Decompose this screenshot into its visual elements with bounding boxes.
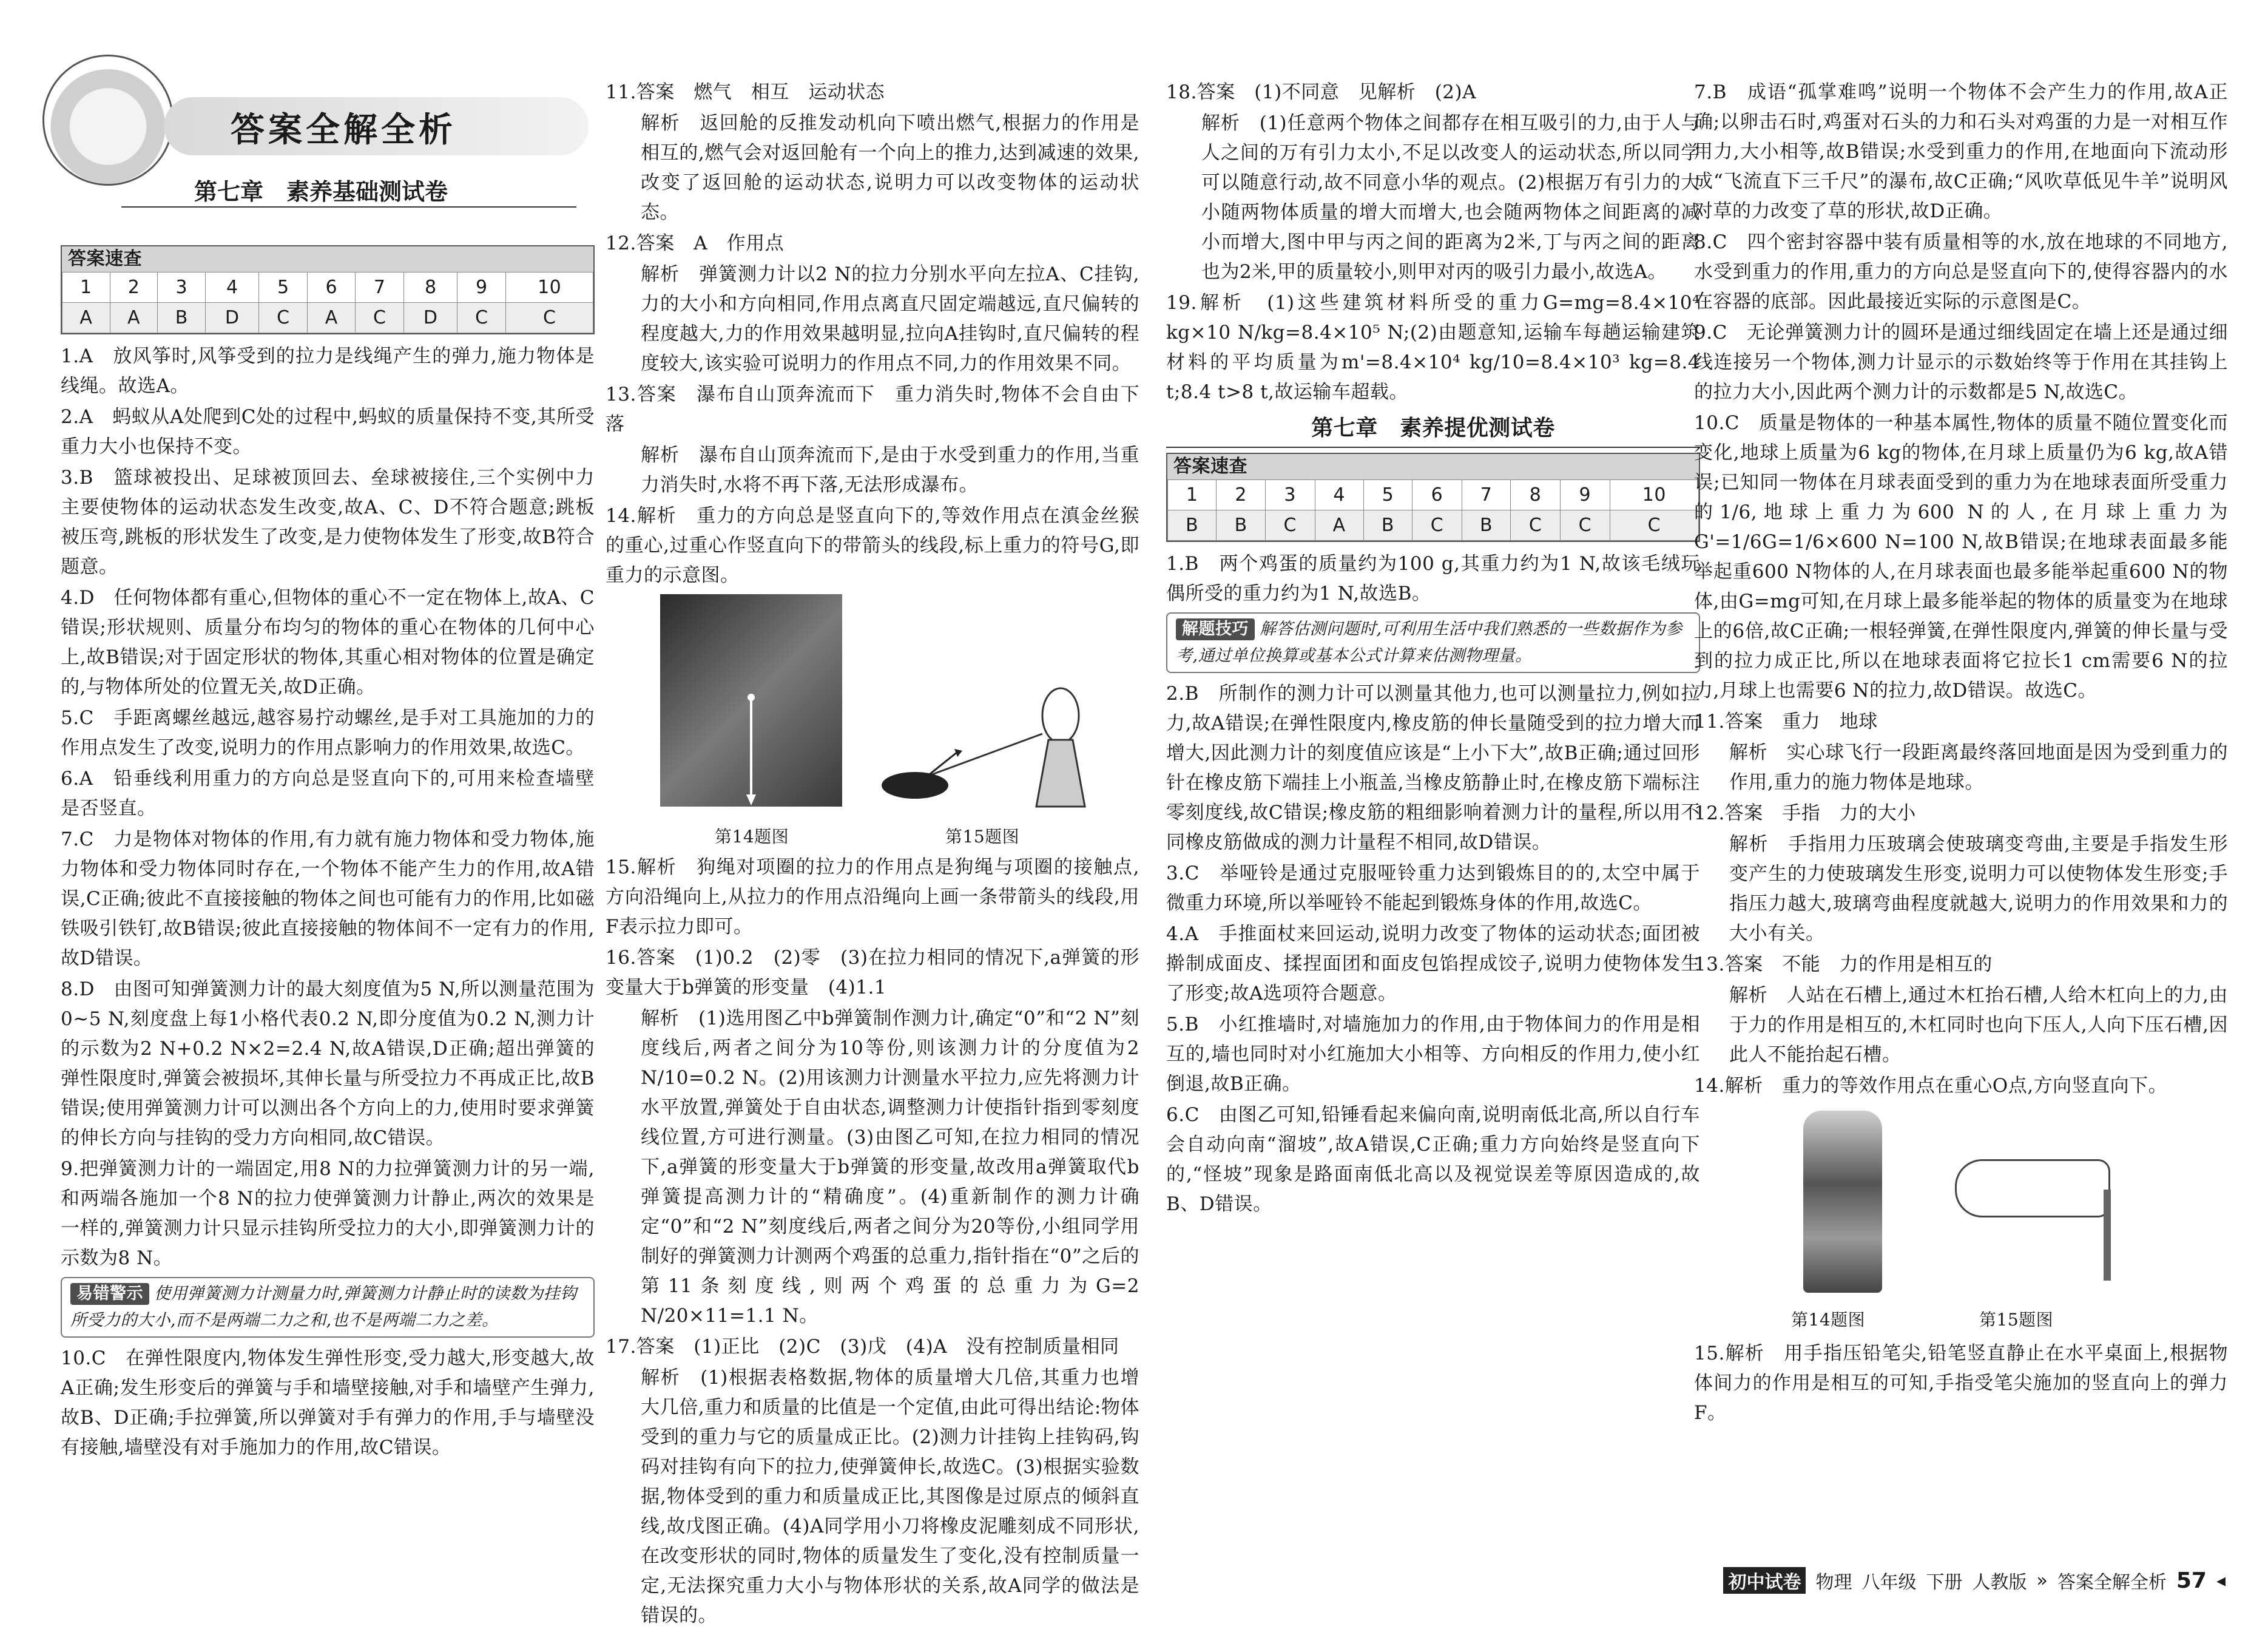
answer-choice: B (1363, 510, 1412, 541)
column-4 (1694, 78, 2228, 1429)
answer-item: 9.C 无论弹簧测力计的圆环是通过细线固定在墙上还是通过细线连接另一个物体,测力计显示的示数始终等于作用在其挂钩上的拉力大小,因此两个测力计的示数都是5 N,故选C。 (1694, 322, 2228, 403)
figure-caption: 第14题图 (715, 827, 789, 847)
question-number: 5 (1363, 480, 1412, 510)
triangle-left-icon: ◂ (2216, 1569, 2226, 1591)
term: 下册 (1926, 1572, 1963, 1593)
question-number: 10 (506, 273, 593, 303)
explanation: 解析 人站在石槽上,通过木杠抬石槽,人给木杠向上的力,由于力的作用是相互的,木杠同时也向下压人,人向下压石槽,因此人不能抬起石槽。 (1729, 984, 2228, 1066)
answer-choice: C (1610, 510, 1698, 541)
column-3 (1166, 78, 1700, 1221)
answer-choice: C (1265, 510, 1315, 541)
answer-item: 15.解析 狗绳对项圈的拉力的作用点是狗绳与项圈的接触点,方向沿绳向上,从拉力的作用点沿绳向上画一条带箭头的线段,用F表示拉力即可。 (606, 856, 1139, 938)
answer-choice: C (259, 303, 308, 333)
explanation: 解析 返回舱的反推发动机向下喷出燃气,根据力的作用是相互的,燃气会对返回舱有一个向上的推力,达到减速的效果,改变了返回舱的运动状态,说明力可以改变物体的运动状态。 (641, 112, 1139, 223)
question-number: 5 (259, 273, 308, 303)
subject: 物理 (1815, 1572, 1852, 1593)
explanation: 解析 手指用力压玻璃会使玻璃变弯曲,主要是手指发生形变产生的力使玻璃发生形变,说明力可以使物体发生形变;手指压力越大,玻璃弯曲程度就越大,说明力的作用效果和力的大小有关。 (1729, 833, 2228, 944)
answer-item: 16.答案 (1)0.2 (2)零 (3)在拉力相同的情况下,a弹簧的形变量大于b弹簧的形变量 (4)1.1 (606, 947, 1139, 998)
answer-key-table-advanced (1166, 453, 1700, 542)
question-number: 10 (1610, 480, 1698, 510)
figure-caption: 第15题图 (1979, 1310, 2054, 1330)
answer-item: 12.答案 A 作用点 (606, 232, 785, 254)
answer-item: 13.答案 瀑布自山顶奔流而下 重力消失时,物体不会自由下落 (606, 384, 1139, 435)
question-number: 8 (404, 273, 457, 303)
page-number: 57 (2176, 1568, 2207, 1593)
answer-choice: D (404, 303, 457, 333)
cartoon-girl-illustration (42, 55, 174, 186)
explanation: 解析 瀑布自山顶奔流而下,是由于水受到重力的作用,当重力消失时,水将不再下落,无法形成瀑布。 (641, 444, 1139, 496)
error-warning-tip (61, 1277, 595, 1338)
question-number: 8 (1511, 480, 1561, 510)
pencil-figure (2104, 1190, 2111, 1281)
answer-item: 14.解析 重力的等效作用点在重心O点,方向竖直向下。 (1694, 1075, 2168, 1097)
answer-item: 15.解析 用手指压铅笔尖,铅笔竖直静止在水平桌面上,根据物体间力的作用是相互的可知,手指受笔尖施加的竖直向上的弹力F。 (1694, 1343, 2228, 1424)
explanation: 解析 弹簧测力计以2 N的拉力分别水平向左拉A、C挂钩,力的大小和方向相同,作用点离直尺固定端越远,直尺偏转的程度越大,力的作用效果越明显,拉向A挂钩时,直尺偏转的程度较大,该实验可说明力的作用点不同,力的作用效果不同。 (641, 263, 1139, 374)
robot-figure (1803, 1111, 1882, 1293)
answer-item: 8.D 由图可知弹簧测力计的最大刻度值为5 N,所以测量范围为0~5 N,刻度盘上每1小格代表0.2 N,即分度值为0.2 N,测力计的示数为2 N+0.2 N×2=2.4 N,故A错误,D正确;超出弹簧的弹性限度时,弹簧会被损坏,其伸长量与所受拉力不再成正比,故B错误;使用弹簧测力计可以测出各个方向上的力,使用时要求弹簧的伸长方向与挂钩的受力方向相同,故C错误。 (61, 978, 595, 1149)
answer-item: 5.B 小红推墙时,对墙施加力的作用,由于物体间力的作用是相互的,墙也同时对小红施加大小相等、方向相反的作用力,使小红倒退,故B正确。 (1166, 1014, 1700, 1095)
answer-choice: C (506, 303, 593, 333)
grade: 八年级 (1861, 1572, 1917, 1593)
figures-14-15-advanced (1694, 1105, 2228, 1335)
answer-key-label: 答案速查 (1167, 454, 1699, 479)
answer-choice: C (1560, 510, 1610, 541)
answer-choice: C (1511, 510, 1561, 541)
monkey-photo (660, 594, 842, 807)
question-number: 2 (110, 273, 158, 303)
explanation: 解析 (1)任意两个物体之间都存在相互吸引的力,由于人与人之间的万有引力太小,不足以改变人的运动状态,所以同学可以随意行动,故不同意小华的观点。(2)根据万有引力的大小随两物体质量的增大而增大,也会随两物体之间距离的减小而增大,图中甲与丙之间的距离为2米,丁与丙之间的距离也为2米,甲的质量较小,则甲对丙的吸引力最小,故选A。 (1201, 112, 1700, 283)
explanation: 解析 (1)选用图乙中b弹簧制作测力计,确定“0”和“2 N”刻度线后,两者之间分为10等份,则该测力计的分度值为2 N/10=0.2 N。(2)用该测力计测量水平拉力,应先将测力计水平放置,弹簧处于自由状态,调整测力计使指针指到零刻度线位置,方可进行测量。(3)由图乙可知,在拉力相同的情况下,a弹簧的形变量大于b弹簧的形变量,故改用a弹簧取代b弹簧提高测力计的“精确度”。(4)重新制作的测力计确定“0”和“2 N”刻度线后,两者之间分为20等份,小组同学用制好的弹簧测力计测两个鸡蛋的总重力,指针指在“0”之后的第11条刻度线,则两个鸡蛋的总重力为G=2 N/20×11=1.1 N。 (641, 1007, 1139, 1327)
question-number: 4 (206, 273, 259, 303)
page-header (42, 55, 576, 237)
dog-walking-figure (866, 661, 1127, 813)
question-number: 6 (1412, 480, 1462, 510)
answer-item: 13.答案 不能 力的作用是相互的 (1694, 953, 1993, 975)
answer-choice: C (1412, 510, 1462, 541)
answer-choice: B (1217, 510, 1265, 541)
explanation: 解析 (1)根据表格数据,物体的质量增大几倍,其重力也增大几倍,重力和质量的比值是一个定值,由此可得出结论:物体受到的重力与它的质量成正比。(2)测力计挂钩上挂钩码,钩码对挂钩有向下的拉力,使弹簧伸长,故选C。(3)根据实验数据,物体受到的重力和质量成正比,其图像是过原点的倾斜直线,故戊图正确。(4)A同学用小刀将橡皮泥雕刻成不同形状,在改变形状的同时,物体的质量发生了变化,没有控制质量一定,无法探究重力大小与物体形状的关系,故A同学的做法是错误的。 (641, 1367, 1139, 1627)
answer-choice: C (457, 303, 506, 333)
column-1 (61, 243, 595, 1464)
question-number: 3 (158, 273, 206, 303)
page-title: 答案全解全析 (231, 110, 456, 150)
answer-item: 19.解析 (1)这些建筑材料所受的重力G=mg=8.4×10⁴ kg×10 N/kg=8.4×10⁵ N;(2)由题意知,运输车每趟运输建筑材料的平均质量为m'=8.4×10⁴ kg/10=8.4×10³ kg=8.4 t;8.4 t>8 t,故运输车超载。 (1166, 292, 1700, 403)
answer-item: 10.C 质量是物体的一种基本属性,物体的质量不随位置变化而变化,地球上质量为6 kg的物体,在月球上质量仍为6 kg,故A错误;已知同一物体在月球表面受到的重力为在地球表面所受重力的1/6,地球上重力为600 N的人,在月球上重力为G'=1/6G=1/6×600 N=100 N,故B错误;在地球表面最多能举起重600 N物体的人,在月球表面也最多能举起重600 N的物体,由G=mg可知,在月球上最多能举起的物体的质量变为在地球上的6倍,故C正确;一根轻弹簧,在弹性限度内,弹簧的伸长量与受到的拉力成正比,所以在地球表面将它拉长1 cm需要6 N的拉力,月球上也需要6 N的拉力,故D错误。故选C。 (1694, 412, 2228, 702)
explanation: 解析 实心球飞行一段距离最终落回地面是因为受到重力的作用,重力的施力物体是地球。 (1729, 742, 2228, 793)
answer-item: 8.C 四个密封容器中装有质量相等的水,放在地球的不同地方,水受到重力的作用,重力的方向总是竖直向下的,使得容器内的水在容器的底部。因此最接近实际的示意图是C。 (1694, 231, 2228, 313)
answer-item: 4.A 手推面杖来回运动,说明力改变了物体的运动状态;面团被擀制成面皮、揉捏面团和面皮包馅捏成饺子,说明力使物体发生了形变;故A选项符合题意。 (1166, 923, 1700, 1004)
answer-item: 3.C 举哑铃是通过克服哑铃重力达到锻炼目的的,太空中属于微重力环境,所以举哑铃不能起到锻炼身体的作用,故选C。 (1166, 862, 1700, 914)
question-number: 1 (1168, 480, 1217, 510)
answer-choice: A (62, 303, 110, 333)
question-number: 9 (1560, 480, 1610, 510)
figure-caption: 第14题图 (1791, 1310, 1866, 1330)
page-footer (1723, 1566, 2226, 1595)
tip-label: 易错警示 (70, 1283, 149, 1305)
answer-item: 5.C 手距离螺丝越远,越容易拧动螺丝,是手对工具施加的力的作用点发生了改变,说明力的作用点影响力的作用效果,故选C。 (61, 707, 595, 759)
answer-choice: D (206, 303, 259, 333)
answer-choice: A (308, 303, 356, 333)
section-title: 第七章 素养提优测试卷 (1166, 413, 1700, 448)
hand-figure (1955, 1159, 2110, 1217)
question-number: 9 (457, 273, 506, 303)
answer-item: 18.答案 (1)不同意 见解析 (2)A (1166, 81, 1477, 103)
answer-item: 11.答案 重力 地球 (1694, 711, 1878, 733)
column-2 (606, 78, 1139, 1632)
question-number: 4 (1315, 480, 1363, 510)
answer-choice: B (158, 303, 206, 333)
answer-item: 10.C 在弹性限度内,物体发生弹性形变,受力越大,形变越大,故A正确;发生形变后的弹簧与手和墙壁接触,对手和墙壁产生弹力,故B、D正确;手拉弹簧,所以弹簧对手有弹力的作用,手与墙壁没有接触,墙壁没有对手施加力的作用,故C错误。 (61, 1347, 595, 1458)
tip-text: 解答估测问题时,可利用生活中我们熟悉的一些数据作为参考,通过单位换算或基本公式计算来估测物理量。 (1176, 620, 1682, 665)
section-name: 答案全解全析 (2057, 1572, 2167, 1593)
answer-item: 7.B 成语“孤掌难鸣”说明一个物体不会产生力的作用,故A正确;以卵击石时,鸡蛋对石头的力和石头对鸡蛋的力是一对相互作用力,大小相等,故B错误;水受到重力的作用,在地面向下流动形成“飞流直下三千尺”的瀑布,故C正确;“风吹草低见牛羊”说明风对草的力改变了草的形状,故D正确。 (1694, 81, 2228, 222)
answer-key-table-basic (61, 245, 595, 334)
question-number: 7 (1462, 480, 1510, 510)
answer-item: 6.A 铅垂线利用重力的方向总是竖直向下的,可用来检查墙壁是否竖直。 (61, 768, 595, 819)
question-number: 1 (62, 273, 110, 303)
answer-item: 2.A 蚂蚁从A处爬到C处的过程中,蚂蚁的质量保持不变,其所受重力大小也保持不变。 (61, 406, 595, 458)
answer-item: 4.D 任何物体都有重心,但物体的重心不一定在物体上,故A、C错误;形状规则、质量分布均匀的物体的重心在物体的几何中心上,故B错误;对于固定形状的物体,其重心相对物体的位置是确定的,与物体所处的位置无关,故D正确。 (61, 587, 595, 698)
answer-item: 6.C 由图乙可知,铅锤看起来偏向南,说明南低北高,所以自行车会自动向南“溜坡”,故A错误,C正确;重力方向始终是竖直向下的,“怪坡”现象是路面南低北高以及视觉误差等原因造成的,故B、D错误。 (1166, 1104, 1700, 1215)
tip-text: 使用弹簧测力计测量力时,弹簧测力计静止时的读数为挂钩所受力的大小,而不是两端二力之和,也不是两端二力之差。 (70, 1284, 577, 1330)
answer-item: 1.A 放风筝时,风筝受到的拉力是线绳产生的弹力,施力物体是线绳。故选A。 (61, 345, 595, 397)
question-number: 6 (308, 273, 356, 303)
answer-choice: C (356, 303, 404, 333)
question-number: 2 (1217, 480, 1265, 510)
answer-item: 2.B 所制作的测力计可以测量其他力,也可以测量拉力,例如拉力,故A错误;在弹性限度内,橡皮筋的伸长量随受到的拉力增大而增大,因此测力计的刻度值应该是“上小下大”,故B正确;通过回形针在橡皮筋下端挂上小瓶盖,当橡皮筋静止时,在橡皮筋下端标注零刻度线,故C错误;橡皮筋的粗细影响着测力计的量程,所以用不同橡皮筋做成的测力计量程不相同,故D错误。 (1166, 683, 1700, 853)
edition: 人教版 (1972, 1572, 2027, 1593)
answer-item: 3.B 篮球被投出、足球被顶回去、垒球被接住,三个实例中力主要使物体的运动状态发生改变,故A、C、D不符合题意;跳板被压弯,跳板的形状发生了改变,是力使物体发生了形变,故B符合题意。 (61, 467, 595, 578)
question-number: 7 (356, 273, 404, 303)
answer-item: 1.B 两个鸡蛋的质量约为100 g,其重力约为1 N,故该毛绒玩偶所受的重力约为1 N,故选B。 (1166, 553, 1700, 604)
answer-item: 7.C 力是物体对物体的作用,有力就有施力物体和受力物体,施力物体和受力物体同时存在,一个物体不能产生力的作用,故A错误,C正确;彼此不直接接触的物体之间也可能有力的作用,比如磁铁吸引铁钉,故B错误;彼此直接接触的物体间不一定有力的作用,故D错误。 (61, 828, 595, 969)
answer-key-label: 答案速查 (62, 246, 593, 272)
answer-item: 17.答案 (1)正比 (2)C (3)戊 (4)A 没有控制质量相同 (606, 1336, 1119, 1358)
answer-item: 9.把弹簧测力计的一端固定,用8 N的力拉弹簧测力计的另一端,和两端各施加一个8 N的拉力使弹簧测力计静止,两次的效果是一样的,弹簧测力计只显示挂钩所受拉力的大小,即弹簧测力计的示数为8 N。 (61, 1158, 595, 1269)
figures-14-15 (606, 594, 1139, 849)
answer-item: 11.答案 燃气 相互 运动状态 (606, 81, 885, 103)
answer-choice: B (1168, 510, 1217, 541)
tip-label: 解题技巧 (1176, 618, 1255, 640)
answer-item: 14.解析 重力的方向总是竖直向下的,等效作用点在滇金丝猴的重心,过重心作竖直向下的带箭头的线段,标上重力的符号G,即重力的示意图。 (606, 505, 1139, 586)
answer-choice: A (110, 303, 158, 333)
chapter-title: 第七章 素养基础测试卷 (194, 178, 448, 205)
divider (121, 206, 576, 208)
title-banner (164, 97, 589, 155)
question-number: 3 (1265, 480, 1315, 510)
gravity-arrow-icon (660, 594, 842, 807)
solving-skill-tip (1166, 612, 1700, 673)
answer-item: 12.答案 手指 力的大小 (1694, 802, 1916, 824)
figure-caption: 第15题图 (945, 827, 1020, 847)
chevron-right-icon: » (2036, 1569, 2048, 1591)
series-tag: 初中试卷 (1723, 1567, 1806, 1594)
answer-choice: A (1315, 510, 1363, 541)
answer-choice: B (1462, 510, 1510, 541)
